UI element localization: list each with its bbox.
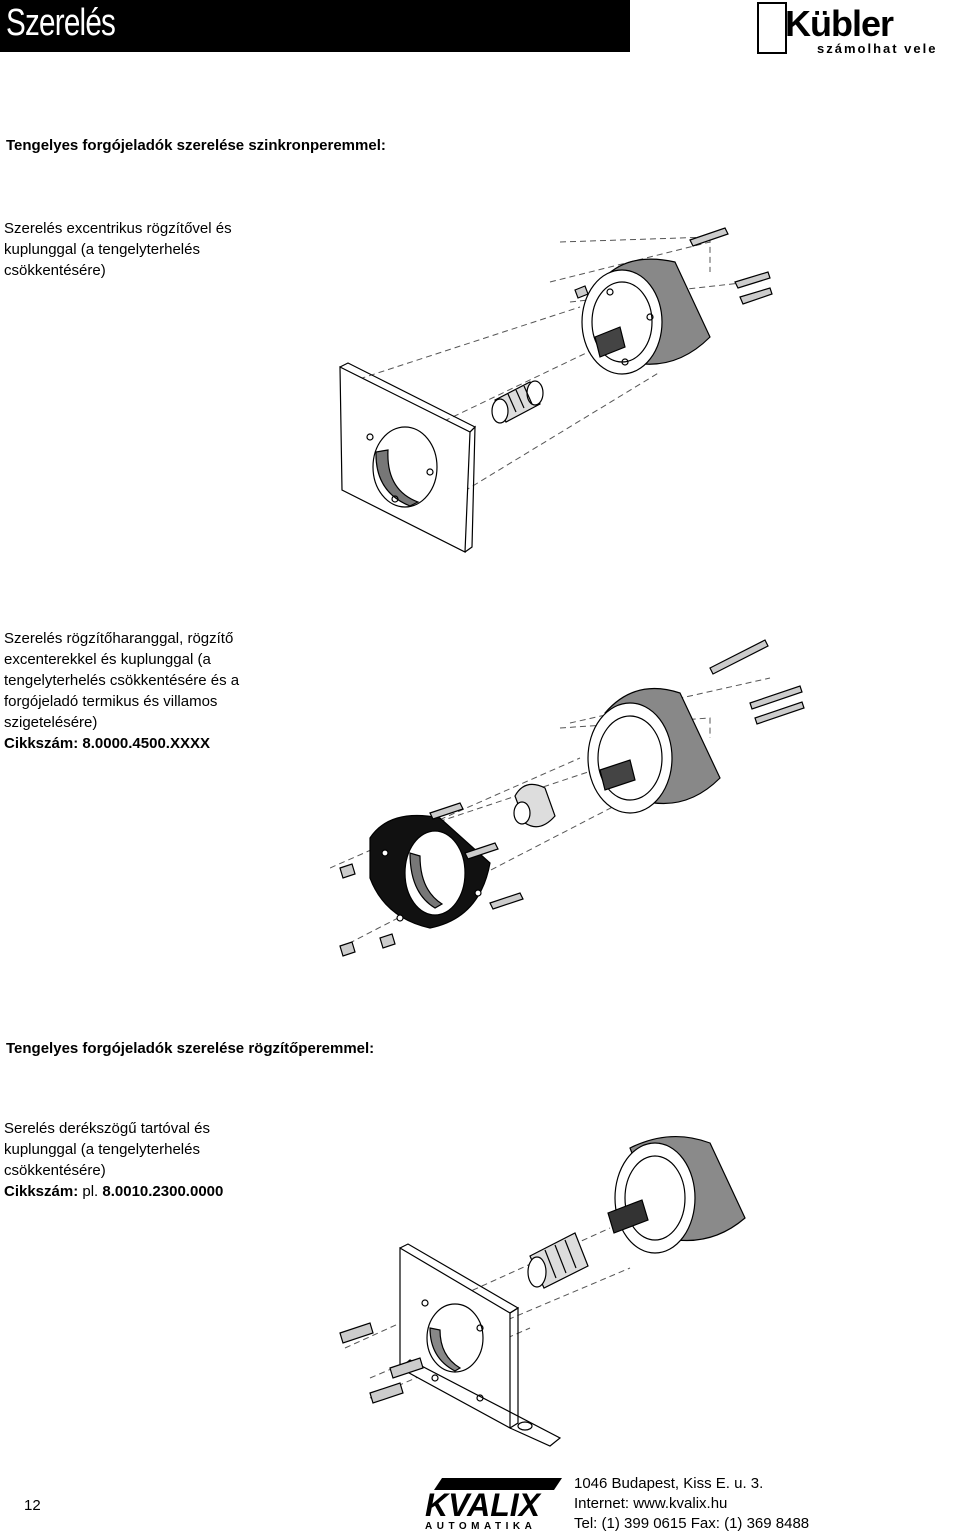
footer-contact [574,1474,809,1534]
page-title: Szerelés [6,2,116,44]
part-number: 8.0000.4500.XXXX [82,735,210,752]
part-label: Cikkszám: [4,1183,79,1200]
section1-item2-part [4,733,210,754]
logo-tagline: számolhat vele [817,41,938,56]
kvalix-wordmark: KVALIX [425,1487,540,1523]
footer-address: 1046 Budapest, Kiss E. u. 3. [574,1475,764,1492]
figure-bell-mount [330,628,820,963]
footer-phone: Tel: (1) 399 0615 Fax: (1) 369 8488 [574,1515,810,1532]
part-number: 8.0010.2300.0000 [102,1183,224,1200]
section1-heading: Tengelyes forgójeladók szerelése szinkronperemmel: [6,137,386,154]
section2-heading: Tengelyes forgójeladók szerelése rögzítőperemmel: [6,1040,375,1057]
kvalix-logo [422,1476,562,1530]
kubler-logo [757,2,957,56]
part-prefix: pl. [82,1183,99,1200]
footer-internet[interactable]: Internet: www.kvalix.hu [574,1495,728,1512]
section2-item1-text: Serelés derékszögű tartóval és kuplunggal (a tengelyterhelés csökkentésére) [4,1120,210,1179]
section1-item1-text: Szerelés excentrikus rögzítővel és kuplunggal (a tengelyterhelés csökkentésére) [4,220,232,279]
logo-wordmark: Kübler [785,3,894,44]
page-number: 12 [24,1497,41,1514]
logo-emblem [757,2,787,54]
section1-item2-text: Szerelés rögzítőharanggal, rögzítő excenterekkel és kuplunggal (a tengelyterhelés csökkentésére és a forgójeladó termikus és villamos szigetelésére) [4,630,240,731]
part-label: Cikkszám: [4,735,79,752]
section2-item1-part [4,1181,223,1202]
figure-eccentric-mount [330,222,790,557]
figure-bracket-mount [330,1128,760,1458]
kvalix-subtitle: AUTOMATIKA [425,1521,537,1530]
header-bar [0,0,630,52]
